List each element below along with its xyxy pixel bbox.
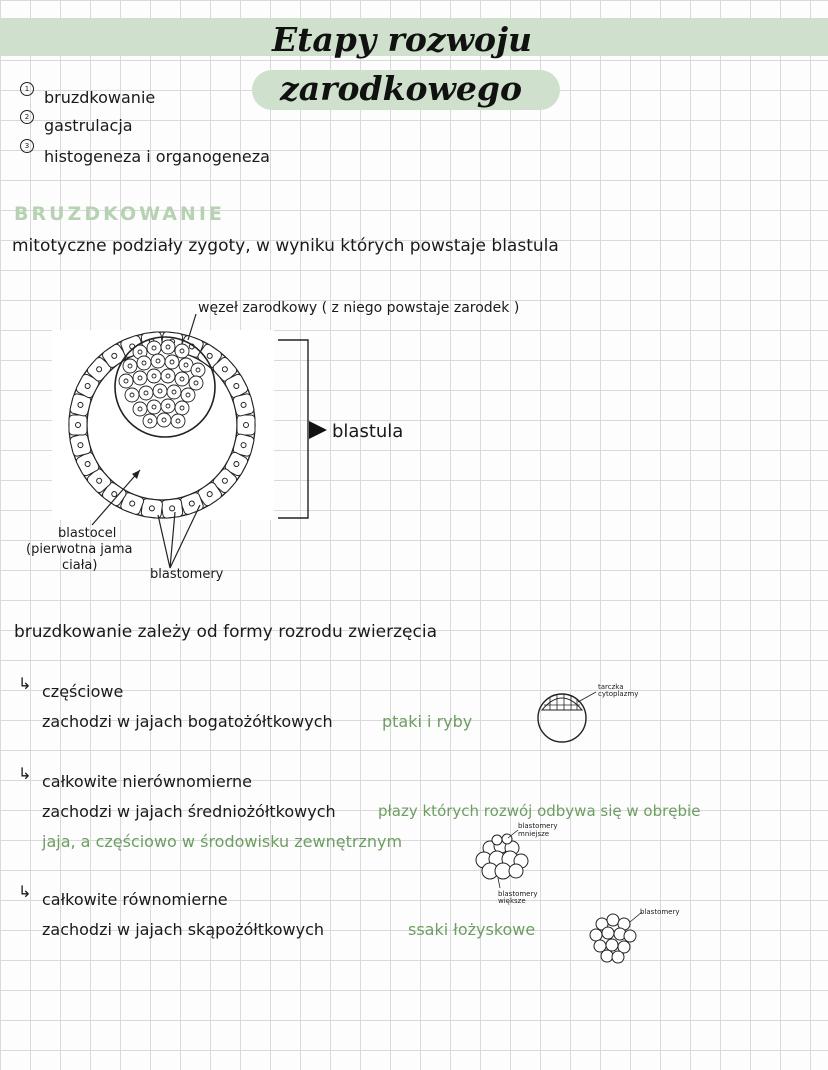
node-cell-nucleus (170, 360, 174, 364)
type-2-examples-cont: jaja, a częściowo w środowisku zewnętrznym (42, 832, 403, 851)
node-cell-nucleus (138, 350, 142, 354)
type-2-name: całkowite nierównomierne (42, 772, 252, 791)
node-cell-nucleus (148, 419, 152, 423)
type-3-arrow: ↳ (18, 882, 32, 901)
node-cell-nucleus (138, 376, 142, 380)
type-1-where: zachodzi w jajach bogatożółtkowych (42, 712, 333, 731)
node-cell-nucleus (180, 377, 184, 381)
stage-number-3: 3 (20, 139, 34, 153)
node-cell-nucleus (152, 374, 156, 378)
dependency-text: bruzdkowanie zależy od formy rozrodu zwierzęcia (14, 622, 437, 642)
stage-label-1: bruzdkowanie (44, 88, 156, 107)
blastula-label: blastula (332, 421, 404, 442)
blastula-bracket (278, 340, 308, 518)
node-cell-nucleus (172, 390, 176, 394)
type-2-fig-bottom-1: blastomery (498, 890, 538, 898)
stage-label-3: histogeneza i organogeneza (44, 147, 270, 166)
type-1-fig-label-1: tarczka (598, 683, 624, 691)
blastula-pointer-triangle (309, 421, 327, 439)
node-cell-nucleus (196, 368, 200, 372)
type-3-fig-label: blastomery (640, 908, 680, 916)
type-3-examples: ssaki łożyskowe (408, 920, 536, 939)
type-2-fig-top-2: mniejsze (518, 830, 550, 838)
node-cell-nucleus (176, 419, 180, 423)
node-cell-nucleus (128, 364, 132, 368)
page-title-line-1: Etapy rozwoju (272, 20, 533, 59)
node-cell-nucleus (166, 404, 170, 408)
node-cell-nucleus (184, 363, 188, 367)
node-cell-nucleus (144, 391, 148, 395)
blastomere-cell (141, 498, 163, 518)
blastomere-cell (69, 415, 87, 435)
node-cell-nucleus (166, 345, 170, 349)
node-cell-nucleus (194, 381, 198, 385)
type-1-name: częściowe (42, 682, 124, 701)
type-2-where: zachodzi w jajach średniożółtkowych (42, 802, 336, 821)
node-cell-nucleus (186, 393, 190, 397)
node-cell-nucleus (156, 359, 160, 363)
blastomere-cell (237, 415, 255, 435)
blastocoel-label-line-2: (pierwotna jama (26, 542, 133, 557)
blastomeres-label: blastomery (150, 567, 224, 582)
node-cell-nucleus (180, 349, 184, 353)
node-cell-nucleus (158, 389, 162, 393)
node-cell-nucleus (124, 379, 128, 383)
stage-label-2: gastrulacja (44, 116, 133, 135)
section-definition: mitotyczne podziały zygoty, w wyniku których powstaje blastula (12, 236, 559, 256)
type-2-fig-top-1: blastomery (518, 822, 558, 830)
type-3-name: całkowite równomierne (42, 890, 228, 909)
partial-cleavage-figure (530, 688, 600, 748)
type-1-examples: ptaki i ryby (382, 712, 473, 731)
section-heading: BRUZDKOWANIE (14, 203, 225, 225)
node-cell-nucleus (138, 407, 142, 411)
blastocoel-label-line-3: ciała) (62, 558, 98, 573)
blastomere-cell (161, 498, 183, 518)
node-cell-nucleus (152, 405, 156, 409)
type-2-fig-bottom-2: większe (498, 897, 526, 905)
type-3-where: zachodzi w jajach skąpożółtkowych (42, 920, 325, 939)
stage-number-2: 2 (20, 110, 34, 124)
node-pointer-line (188, 314, 196, 340)
node-cell-nucleus (130, 393, 134, 397)
node-cell-nucleus (162, 418, 166, 422)
type-2-arrow: ↳ (18, 764, 32, 783)
embryonic-node-label: węzeł zarodkowy ( z niego powstaje zarodek ) (198, 300, 520, 316)
type-1-arrow: ↳ (18, 674, 32, 693)
node-cell-nucleus (152, 346, 156, 350)
node-cell-nucleus (142, 361, 146, 365)
node-cell-nucleus (166, 374, 170, 378)
node-cell-nucleus (180, 406, 184, 410)
type-2-examples: płazy których rozwój odbywa się w obrębie (378, 802, 701, 820)
stage-number-1: 1 (20, 82, 34, 96)
blastocoel-label: blastocel (58, 526, 117, 541)
page-title-line-2: zarodkowego (280, 69, 522, 108)
type-1-fig-label-2: cytoplazmy (598, 690, 639, 698)
